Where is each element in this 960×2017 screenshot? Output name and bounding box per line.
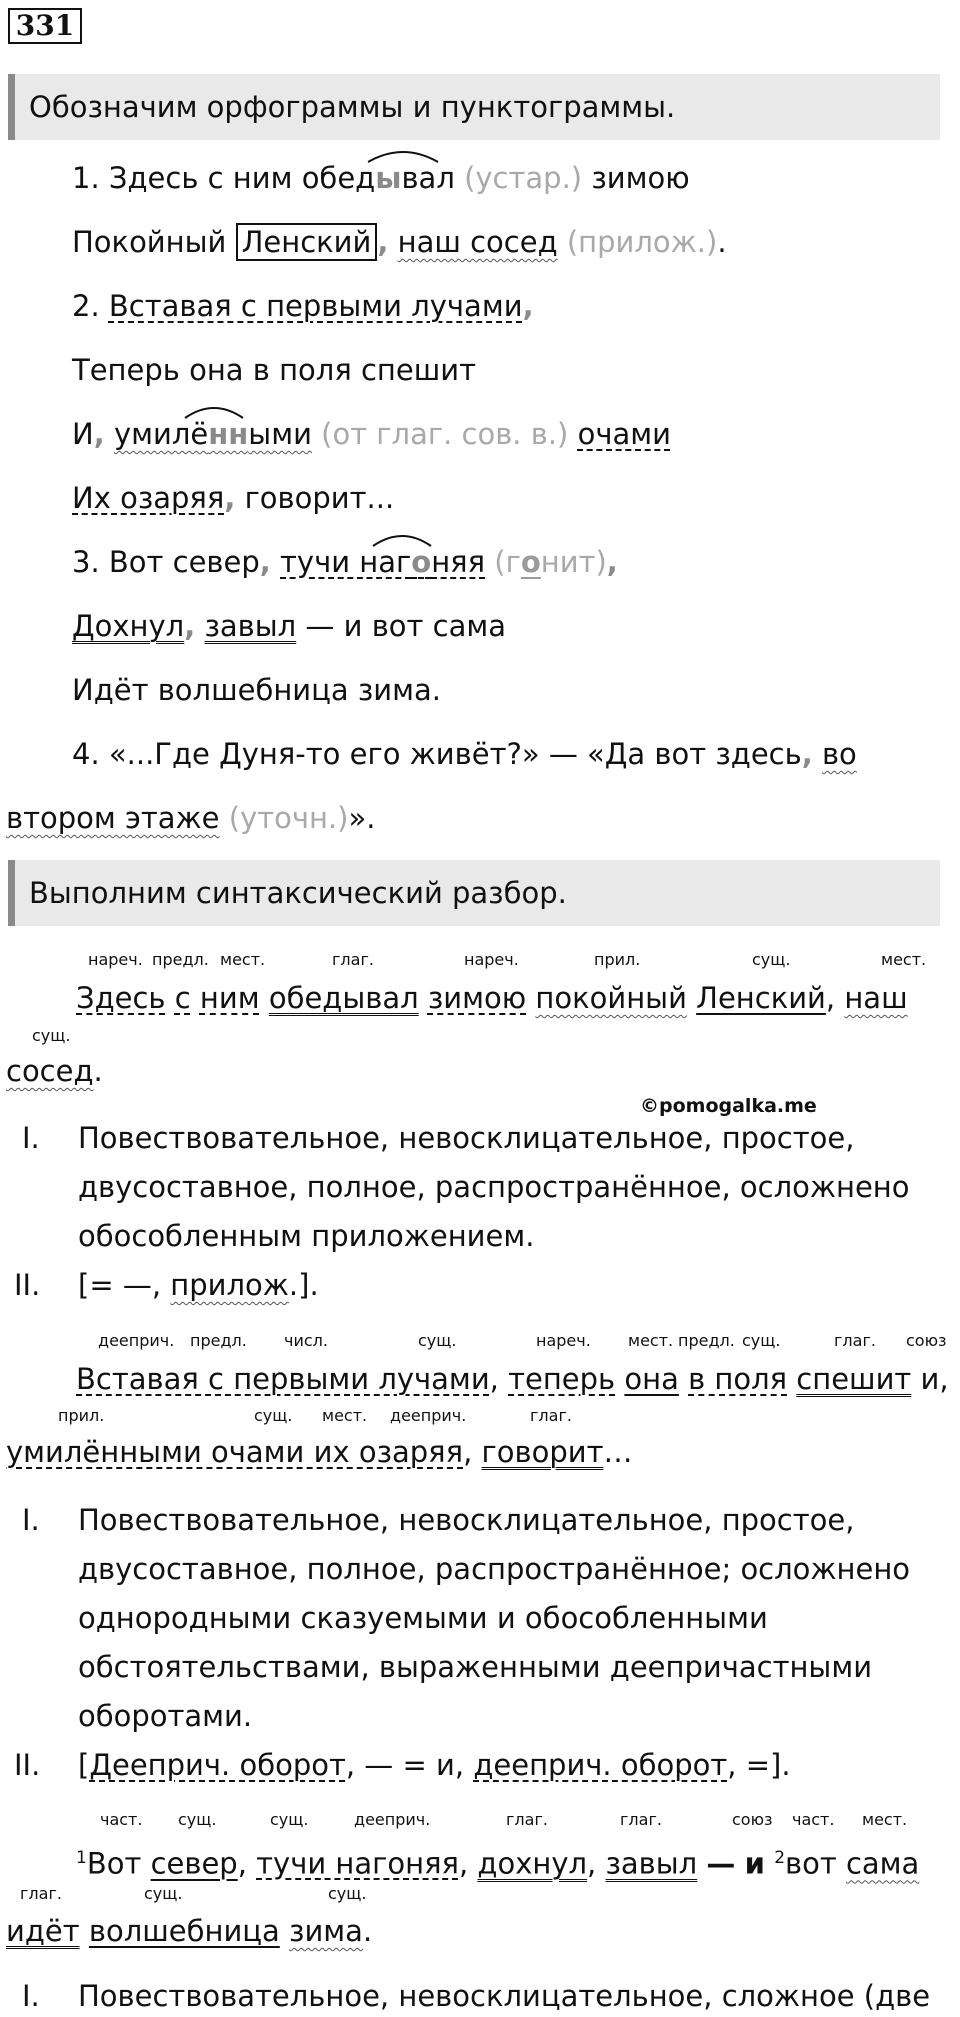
clarification: во	[821, 737, 857, 771]
poem-line-9: Идёт волшебница зима.	[72, 673, 441, 707]
description-line: Повествовательное, невосклицательное, простое,	[78, 1503, 855, 1537]
word-noun: сосед	[6, 1054, 94, 1088]
watermark: ©pomogalka.me	[640, 1095, 817, 1117]
text: .].	[288, 1268, 319, 1302]
pos-label: мест.	[628, 1331, 674, 1350]
participial-phrase: дееприч. оборот	[473, 1748, 728, 1782]
word-conjunction: и	[744, 1846, 765, 1881]
participial-phrase: тучи нагоняя	[280, 545, 486, 579]
pos-label: мест.	[862, 1810, 908, 1829]
comma: ,	[458, 1846, 469, 1881]
pos-label: глаг.	[332, 950, 374, 969]
comma: ,	[587, 1846, 597, 1881]
dash: —	[706, 1846, 736, 1881]
pos-label: глаг.	[506, 1810, 548, 1829]
word-noun: север	[150, 1846, 238, 1881]
pos-label: союз	[906, 1331, 947, 1350]
description-line: Повествовательное, невосклицательное, сложное (две	[78, 1979, 931, 2013]
pos-label: сущ.	[32, 1026, 71, 1045]
word-pronoun: ним	[199, 981, 260, 1015]
poem-line-11	[6, 798, 375, 838]
subject-box: Ленский	[236, 223, 378, 261]
section-title-syntax: Выполним синтаксический разбор.	[8, 860, 940, 926]
pos-label: част.	[100, 1810, 143, 1829]
word-adverb: теперь	[508, 1362, 616, 1396]
sentence-2-line-1	[76, 1359, 949, 1399]
pos-label: сущ.	[270, 1810, 309, 1829]
pos-label: числ.	[284, 1331, 328, 1350]
sentence-2-line-2	[6, 1432, 632, 1472]
pos-label: нареч.	[536, 1331, 591, 1350]
poem-line-10	[72, 734, 857, 774]
poem-line-7	[72, 542, 618, 582]
pos-label: сущ.	[418, 1331, 457, 1350]
apposition: наш сосед	[397, 225, 558, 259]
pos-label: нареч.	[464, 950, 519, 969]
text: ».	[348, 801, 376, 835]
pos-label: сущ.	[752, 950, 791, 969]
word-adverb: зимою	[427, 981, 527, 1015]
text: , =].	[727, 1748, 791, 1782]
poem-line-2	[72, 222, 727, 262]
pos-label: глаг.	[530, 1406, 572, 1425]
word-adverb: Здесь	[76, 981, 166, 1015]
note: (от глаг. сов. в.)	[321, 417, 569, 451]
arc-mark	[183, 404, 245, 420]
comma: ,	[489, 1362, 499, 1396]
clause-number: 1	[76, 1848, 87, 1868]
participial-phrase: Вставая с первыми лучами	[108, 289, 523, 323]
comma-mark: ,	[801, 737, 813, 771]
text: , — = и,	[345, 1748, 465, 1782]
note: (прилож.)	[566, 225, 718, 259]
pos-label: союз	[732, 1810, 773, 1829]
comma: ,	[237, 1846, 247, 1881]
text: .	[717, 225, 727, 259]
pos-label: сущ.	[328, 1884, 367, 1903]
predicate: завыл	[204, 609, 297, 643]
text: [= —,	[78, 1268, 162, 1302]
pos-label: предл.	[152, 950, 209, 969]
clarification: втором этаже	[6, 801, 220, 835]
word-verb: завыл	[605, 1846, 698, 1881]
pos-label: дееприч.	[390, 1406, 467, 1425]
description-line: оборотами.	[78, 1699, 253, 1733]
word-conjunction: и,	[920, 1362, 949, 1396]
pos-label: предл.	[190, 1331, 247, 1350]
roman-numeral: I.	[22, 1503, 40, 1537]
pos-label: мест.	[881, 950, 927, 969]
text: …	[603, 1435, 633, 1469]
poem-line-5	[72, 414, 671, 454]
pos-label: глаг.	[834, 1331, 876, 1350]
arc-mark	[366, 148, 440, 164]
pos-label: сущ.	[742, 1331, 781, 1350]
adjective: умилёнными	[113, 417, 312, 451]
roman-numeral: I.	[22, 1979, 40, 2013]
pos-label: предл.	[678, 1331, 735, 1350]
text: вал	[401, 161, 455, 195]
word-verb: дохнул	[477, 1846, 588, 1881]
scheme-1	[78, 1265, 319, 1305]
task-number: 331	[8, 8, 82, 44]
word-preposition: с	[174, 981, 191, 1015]
word-noun: в поля	[688, 1362, 788, 1396]
comma-mark: ,	[224, 481, 236, 515]
text: И	[72, 417, 94, 451]
word-pronoun: сама	[845, 1846, 920, 1881]
description-line: Повествовательное, невосклицательное, простое,	[78, 1121, 855, 1155]
word-pronoun: она	[624, 1362, 679, 1396]
comma-mark: ,	[522, 289, 534, 323]
poem-line-6	[72, 478, 394, 518]
text: говорит...	[244, 481, 395, 515]
description-line: однородными сказуемыми и обособленными	[78, 1601, 768, 1635]
note: (устар.)	[464, 161, 583, 195]
sentence-3-line-1	[76, 1838, 919, 1884]
pos-label: прил.	[594, 950, 641, 969]
text: 3. Вот север	[72, 545, 260, 579]
pos-label: сущ.	[144, 1884, 183, 1903]
note: (уточн.)	[228, 801, 349, 835]
word-particle: Вот	[86, 1846, 142, 1881]
text: 2.	[72, 289, 100, 323]
participial-phrase: Их озаряя	[72, 481, 225, 515]
text: 4. «...Где Дуня-то его живёт?» — «Да вот здесь	[72, 737, 802, 771]
word-noun: волшебница	[88, 1914, 280, 1948]
pos-label: мест.	[322, 1406, 368, 1425]
scheme-2	[78, 1745, 791, 1785]
pos-label: нареч.	[88, 950, 143, 969]
comma: ,	[825, 981, 836, 1015]
word-noun: Ленский	[696, 981, 826, 1015]
comma-mark: ,	[606, 545, 618, 579]
text: Покойный	[72, 225, 227, 259]
note: (гонит)	[494, 545, 607, 579]
pos-label: сущ.	[254, 1406, 293, 1425]
word-particle: вот	[785, 1846, 837, 1881]
orthogram-letter: ы	[375, 161, 402, 195]
word-verb: идёт	[6, 1914, 80, 1948]
roman-numeral: II.	[14, 1268, 41, 1302]
description-line: обстоятельствами, выраженными деепричастными	[78, 1650, 873, 1684]
pos-label: глаг.	[20, 1884, 62, 1903]
text: [	[78, 1748, 90, 1782]
arc-mark	[371, 532, 433, 548]
comma-mark: ,	[184, 609, 196, 643]
roman-numeral: I.	[22, 1121, 40, 1155]
sentence-1-line-1	[76, 978, 908, 1018]
poem-line-3	[72, 286, 534, 326]
poem-line-1	[72, 158, 690, 198]
pos-label: част.	[792, 1810, 835, 1829]
roman-numeral: II.	[14, 1748, 41, 1782]
apposition: прилож	[170, 1268, 289, 1302]
text: зимою	[591, 161, 690, 195]
text: .	[93, 1054, 103, 1088]
sentence-1-line-2	[6, 1051, 103, 1091]
description-line: двусоставное, полное, распространённое, осложнено	[78, 1170, 910, 1204]
object: очами	[577, 417, 671, 451]
pos-label: дееприч.	[354, 1810, 431, 1829]
comma-mark: ,	[377, 225, 389, 259]
pos-label: мест.	[220, 950, 266, 969]
poem-line-4: Теперь она в поля спешит	[72, 353, 477, 387]
comma-mark: ,	[259, 545, 271, 579]
text: .	[362, 1914, 373, 1948]
predicate: Дохнул	[72, 609, 185, 643]
participial-phrase: Дееприч. оборот	[89, 1748, 346, 1782]
comma: ,	[463, 1435, 473, 1469]
poem-line-8	[72, 606, 506, 646]
section-title-orthograms: Обозначим орфограммы и пунктограммы.	[8, 74, 940, 140]
word-verb: обедывал	[268, 981, 419, 1015]
comma-mark: ,	[93, 417, 105, 451]
participial-phrase: умилёнными очами их озаряя	[6, 1435, 464, 1469]
sentence-3-line-2	[6, 1911, 372, 1951]
pos-label: сущ.	[178, 1810, 217, 1829]
participial-phrase: Вставая с первыми лучами	[76, 1362, 490, 1396]
pos-label: прил.	[58, 1406, 105, 1425]
text: 1. Здесь с ним обед	[72, 161, 376, 195]
word-pronoun: наш	[844, 981, 908, 1015]
text: — и вот сама	[305, 609, 507, 643]
description-line: двусоставное, полное, распространённое; осложнено	[78, 1552, 911, 1586]
participial-phrase: тучи нагоняя	[256, 1846, 459, 1881]
word-noun: зима	[289, 1914, 363, 1948]
word-adjective: покойный	[535, 981, 687, 1015]
description-line: обособленным приложением.	[78, 1219, 535, 1253]
clause-number: 2	[774, 1848, 786, 1868]
pos-label: дееприч.	[98, 1331, 175, 1350]
pos-label: глаг.	[620, 1810, 662, 1829]
word-verb: говорит	[481, 1435, 604, 1469]
word-verb: спешит	[796, 1362, 912, 1396]
